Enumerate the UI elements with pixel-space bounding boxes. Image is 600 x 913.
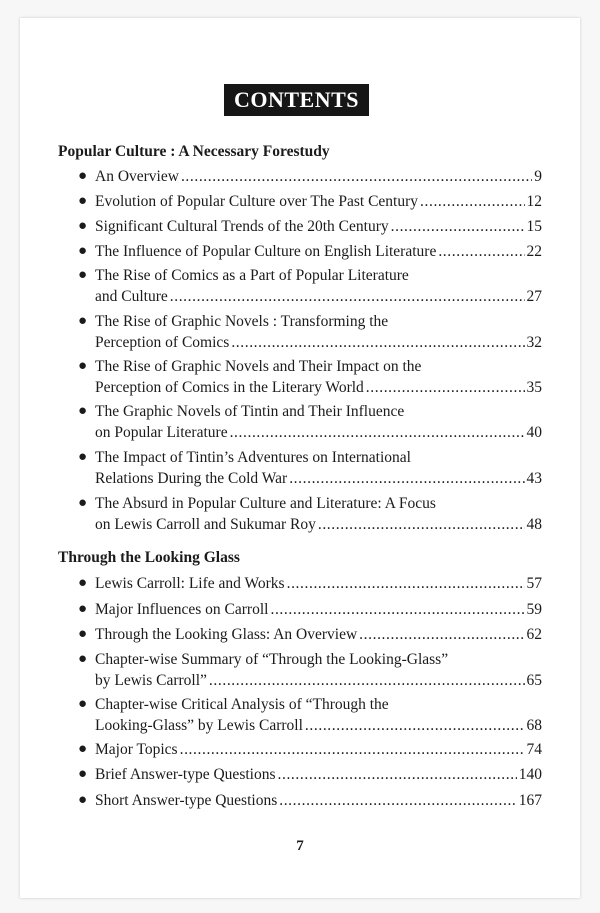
entry-title: Evolution of Popular Culture over The Past Century <box>95 193 419 210</box>
entry-title: Looking-Glass” by Lewis Carroll <box>95 717 303 734</box>
entry-title-line: The Rise of Comics as a Part of Popular Literature <box>95 267 409 284</box>
entry-title: Perception of Comics <box>95 334 230 351</box>
dot-leader <box>420 191 524 212</box>
entry-page-number: 140 <box>518 766 542 783</box>
dot-leader <box>287 573 525 594</box>
dot-leader <box>278 764 517 785</box>
bullet-icon: ● <box>78 651 88 667</box>
entry-title: on Popular Literature <box>95 424 228 441</box>
entry-title-line: The Graphic Novels of Tintin and Their Influence <box>95 403 405 420</box>
dot-leader <box>359 624 524 645</box>
entry-page-number: 9 <box>534 168 542 185</box>
toc-entry <box>78 764 542 785</box>
entry-title-line: Chapter-wise Critical Analysis of “Through the <box>95 696 389 713</box>
entry-title: Through the Looking Glass: An Overview <box>95 626 358 643</box>
bullet-icon: ● <box>78 575 88 591</box>
entry-page-number: 57 <box>526 575 542 592</box>
toc-entry <box>78 216 542 237</box>
dot-leader <box>270 599 524 620</box>
entry-title: Short Answer-type Questions <box>95 792 278 809</box>
dot-leader <box>231 332 524 353</box>
bullet-icon: ● <box>78 495 88 511</box>
bullet-icon: ● <box>78 358 88 374</box>
bullet-icon: ● <box>78 766 88 782</box>
entry-title: The Influence of Popular Culture on English Literature <box>95 243 437 260</box>
dot-leader <box>305 715 525 736</box>
entry-page-number: 167 <box>518 792 542 809</box>
bullet-icon: ● <box>78 193 88 209</box>
entry-title: Relations During the Cold War <box>95 470 288 487</box>
entry-title-line: The Rise of Graphic Novels : Transforming the <box>95 313 389 330</box>
section-heading: Popular Culture : A Necessary Forestudy <box>58 143 330 160</box>
bullet-icon: ● <box>78 696 88 712</box>
entry-title: on Lewis Carroll and Sukumar Roy <box>95 516 316 533</box>
contents-title: CONTENTS <box>224 84 369 116</box>
toc-entry <box>78 573 542 594</box>
entry-page-number: 15 <box>526 218 542 235</box>
dot-leader <box>230 422 525 443</box>
entry-title: Perception of Comics in the Literary World <box>95 379 364 396</box>
entry-title: Lewis Carroll: Life and Works <box>95 575 285 592</box>
entry-title-line: The Absurd in Popular Culture and Literature: A Focus <box>95 495 436 512</box>
bullet-icon: ● <box>78 626 88 642</box>
toc-entry <box>78 493 542 535</box>
entry-page-number: 48 <box>526 516 542 533</box>
entry-title: Significant Cultural Trends of the 20th Century <box>95 218 389 235</box>
dot-leader <box>438 241 524 262</box>
toc-entry <box>78 599 542 620</box>
toc-entry <box>78 739 542 760</box>
dot-leader <box>318 514 525 535</box>
bullet-icon: ● <box>78 449 88 465</box>
toc-entry <box>78 649 542 691</box>
bullet-icon: ● <box>78 741 88 757</box>
entry-title: Brief Answer-type Questions <box>95 766 276 783</box>
dot-leader <box>170 286 525 307</box>
entry-title: and Culture <box>95 288 168 305</box>
entry-page-number: 27 <box>526 288 542 305</box>
bullet-icon: ● <box>78 267 88 283</box>
toc-entry <box>78 790 542 811</box>
entry-title-line: The Impact of Tintin’s Adventures on International <box>95 449 411 466</box>
entry-page-number: 62 <box>526 626 542 643</box>
entry-page-number: 59 <box>526 601 542 618</box>
entry-title: by Lewis Carroll” <box>95 672 207 689</box>
bullet-icon: ● <box>78 313 88 329</box>
dot-leader <box>181 166 532 187</box>
entry-page-number: 32 <box>526 334 542 351</box>
bullet-icon: ● <box>78 601 88 617</box>
bullet-icon: ● <box>78 243 88 259</box>
toc-entry <box>78 624 542 645</box>
entry-title-line: Chapter-wise Summary of “Through the Looking-Glass” <box>95 651 449 668</box>
bullet-icon: ● <box>78 218 88 234</box>
entry-page-number: 35 <box>526 379 542 396</box>
entry-page-number: 12 <box>526 193 542 210</box>
bullet-icon: ● <box>78 792 88 808</box>
entry-page-number: 65 <box>526 672 542 689</box>
toc-entry <box>78 166 542 187</box>
toc-entry <box>78 311 542 353</box>
toc-entry <box>78 191 542 212</box>
toc-entry <box>78 401 542 443</box>
toc-entry <box>78 265 542 307</box>
entry-page-number: 22 <box>526 243 542 260</box>
bullet-icon: ● <box>78 168 88 184</box>
entry-title-line: The Rise of Graphic Novels and Their Impact on the <box>95 358 422 375</box>
entry-title: Major Topics <box>95 741 178 758</box>
dot-leader <box>391 216 525 237</box>
toc-entry <box>78 356 542 398</box>
entry-page-number: 74 <box>526 741 542 758</box>
section-heading: Through the Looking Glass <box>58 549 240 566</box>
dot-leader <box>209 670 525 691</box>
entry-title: Major Influences on Carroll <box>95 601 269 618</box>
bullet-icon: ● <box>78 403 88 419</box>
dot-leader <box>279 790 517 811</box>
entry-page-number: 40 <box>526 424 542 441</box>
dot-leader <box>289 468 524 489</box>
entry-title: An Overview <box>95 168 179 185</box>
toc-entry <box>78 447 542 489</box>
toc-entry <box>78 694 542 736</box>
entry-page-number: 43 <box>526 470 542 487</box>
toc-entry <box>78 241 542 262</box>
page-number: 7 <box>296 838 304 854</box>
entry-page-number: 68 <box>526 717 542 734</box>
dot-leader <box>366 377 525 398</box>
dot-leader <box>180 739 525 760</box>
